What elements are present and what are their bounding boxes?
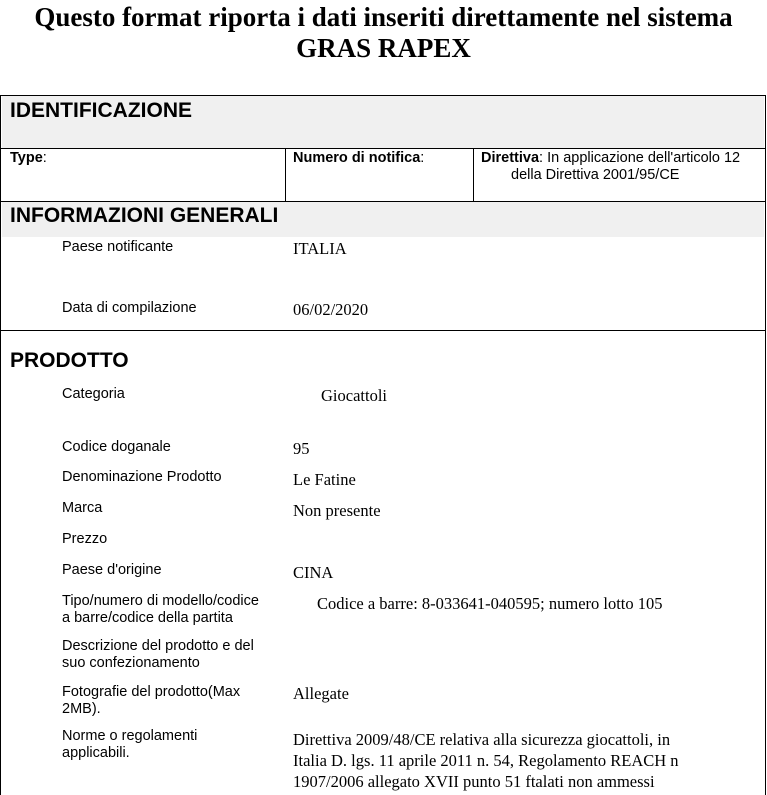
paese-origine-value: CINA: [293, 563, 334, 582]
modello-value: Codice a barre: 8-033641-040595; numero lotto 105: [317, 594, 663, 613]
type-field: Type:: [10, 150, 47, 166]
marca-label: Marca: [62, 500, 103, 516]
fotografie-value: Allegate: [293, 684, 349, 703]
direttiva-field-line-2: della Direttiva 2001/95/CE: [511, 167, 680, 183]
document-title: [0, 2, 767, 64]
categoria-label: Categoria: [62, 386, 125, 402]
prezzo-label: Prezzo: [62, 531, 108, 547]
title-line-1: Questo format riporta i dati inseriti direttamente nel sistema: [34, 2, 733, 32]
title-line-2: GRAS RAPEX: [296, 33, 471, 63]
norme-value: Direttiva 2009/48/CE relativa alla sicurezza giocattoli, in Italia D. lgs. 11 aprile 2011 n. 54, Regolamento REACH n 1907/2006 allegato XVII punto 51 ftalati non ammessi: [293, 730, 679, 791]
fotografie-label: Fotografie del prodotto(Max 2MB).: [62, 684, 241, 717]
categoria-value: Giocattoli: [321, 386, 387, 405]
descrizione-label: Descrizione del prodotto e del suo confezionamento: [62, 638, 254, 671]
section-header-prodotto: PRODOTTO: [10, 349, 129, 372]
form-table: [0, 95, 766, 795]
denominazione-label: Denominazione Prodotto: [62, 469, 222, 485]
data-compilazione-label: Data di compilazione: [62, 300, 197, 316]
notifica-field: Numero di notifica:: [293, 150, 425, 166]
divider: [1, 330, 765, 331]
direttiva-field: Direttiva: In applicazione dell'articolo 12: [481, 150, 741, 166]
codice-doganale-label: Codice doganale: [62, 439, 171, 455]
paese-notificante-label: Paese notificante: [62, 239, 174, 255]
denominazione-value: Le Fatine: [293, 470, 356, 489]
marca-value: Non presente: [293, 501, 381, 520]
codice-doganale-value: 95: [293, 439, 310, 458]
section-header-identificazione: IDENTIFICAZIONE: [10, 99, 192, 122]
cell-divider: [473, 148, 474, 201]
divider: [1, 148, 765, 149]
paese-origine-label: Paese d'origine: [62, 562, 162, 578]
data-compilazione-value: 06/02/2020: [293, 300, 369, 319]
modello-label: Tipo/numero di modello/codice a barre/codice della partita: [62, 593, 259, 626]
paese-notificante-value: ITALIA: [293, 239, 347, 258]
section-header-informazioni-generali: INFORMAZIONI GENERALI: [10, 204, 279, 227]
cell-divider: [285, 148, 286, 201]
norme-label: Norme o regolamenti applicabili.: [62, 728, 198, 761]
